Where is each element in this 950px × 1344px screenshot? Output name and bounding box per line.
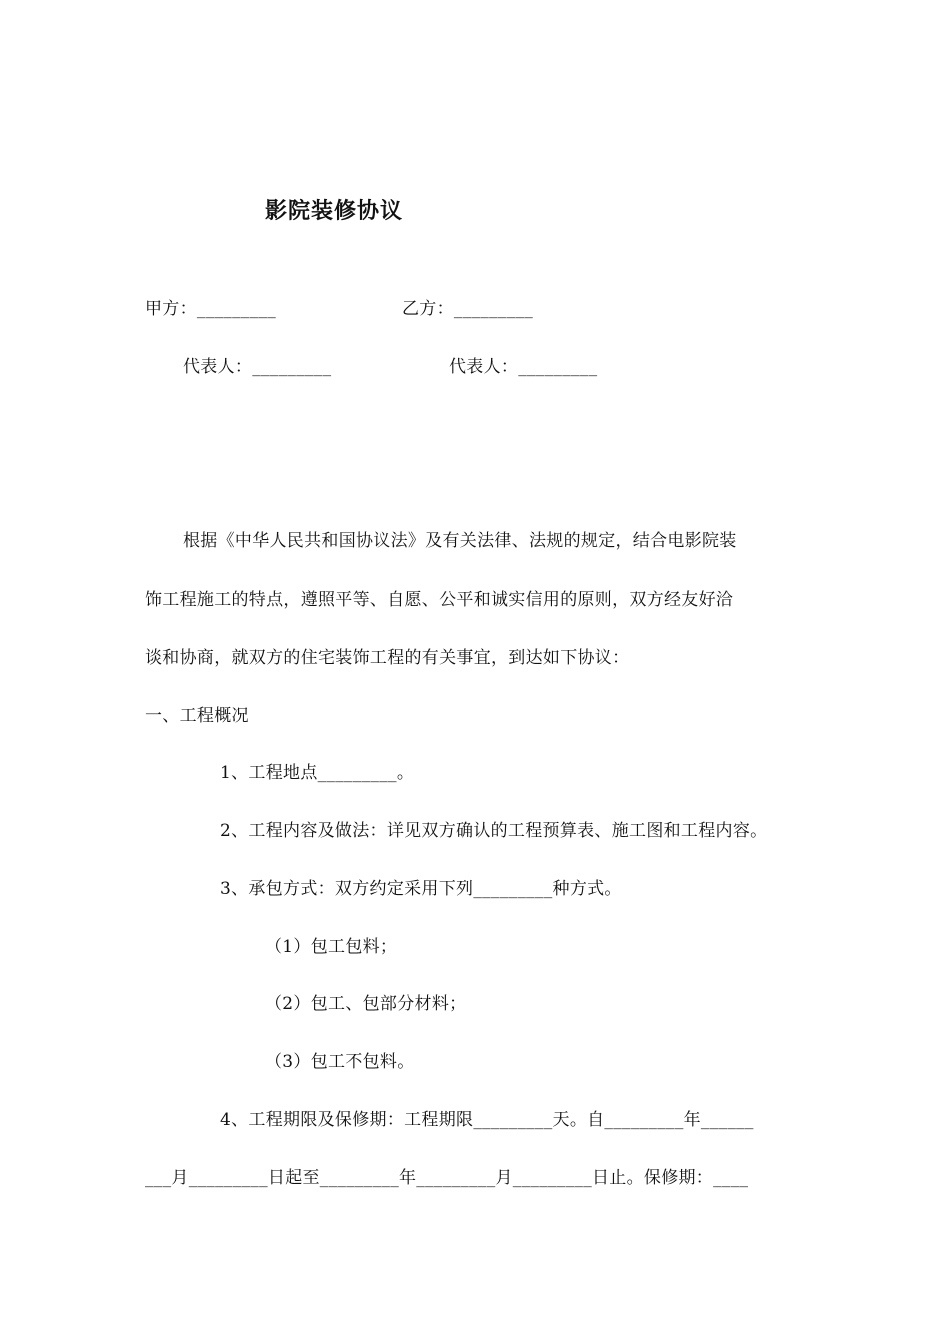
intro-paragraph-line-2: 饰工程施工的特点，遵照平等、自愿、公平和诚实信用的原则，双方经友好洽 [145, 590, 734, 610]
representative-a-line: 代表人：_________ [183, 357, 332, 377]
section-heading: 一、工程概况 [145, 706, 249, 726]
representative-b-line: 代表人：_________ [449, 357, 598, 377]
party-b-line: 乙方：_________ [402, 299, 534, 319]
contract-option-3: （3）包工不包料。 [265, 1052, 415, 1072]
clause-item-4-line-2: ___月_________日起至_________年_________月_________日止。保修期：____ [145, 1168, 749, 1188]
document-title: 影院装修协议 [265, 198, 404, 224]
contract-option-2: （2）包工、包部分材料； [265, 994, 467, 1014]
intro-paragraph-line-3: 谈和协商，就双方的住宅装饰工程的有关事宜，到达如下协议： [145, 648, 630, 668]
clause-item-3: 3、承包方式：双方约定采用下列_________种方式。 [220, 879, 622, 899]
intro-paragraph-line-1: 根据《中华人民共和国协议法》及有关法律、法规的规定，结合电影院装 [183, 531, 737, 551]
party-a-line: 甲方：_________ [145, 299, 277, 319]
clause-item-2: 2、工程内容及做法：详见双方确认的工程预算表、施工图和工程内容。 [220, 821, 768, 841]
contract-option-1: （1）包工包料； [265, 937, 398, 957]
clause-item-4-line-1: 4、工程期限及保修期：工程期限_________天。自_________年______ [220, 1110, 754, 1130]
clause-item-1: 1、工程地点_________。 [220, 763, 415, 783]
